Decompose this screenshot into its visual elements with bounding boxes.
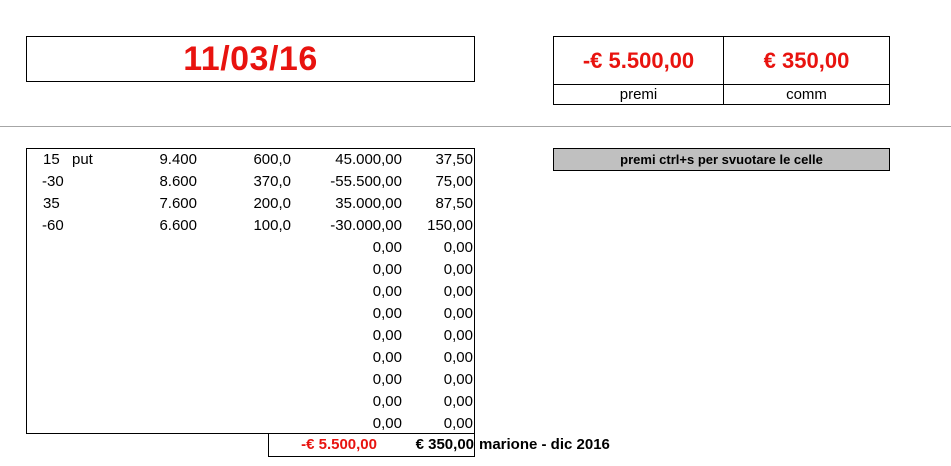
date-value: 11/03/16 [183, 39, 318, 78]
option-type-cell[interactable] [72, 369, 112, 391]
positions-table [26, 148, 475, 434]
premi-total-value: -€ 5.500,00 [582, 47, 695, 73]
strike-cell[interactable]: 8.600 [159, 173, 197, 190]
price-cell[interactable] [177, 391, 291, 413]
author-credit: marione - dic 2016 [479, 436, 610, 453]
commission-cell[interactable]: 0,00 [443, 283, 473, 300]
comm-total-cell[interactable] [723, 37, 889, 84]
price-cell[interactable] [177, 347, 291, 369]
commission-cell[interactable]: 0,00 [443, 261, 473, 278]
quantity-cell[interactable]: -60 [42, 217, 64, 234]
commission-cell[interactable]: 87,50 [435, 195, 473, 212]
commission-cell[interactable]: 0,00 [443, 239, 473, 256]
premium-cell[interactable]: 0,00 [372, 305, 402, 322]
price-cell[interactable] [177, 325, 291, 347]
premium-cell[interactable]: 0,00 [372, 393, 402, 410]
price-cell[interactable] [177, 281, 291, 303]
commission-cell[interactable]: 0,00 [443, 349, 473, 366]
premium-cell[interactable]: 35.000,00 [335, 195, 402, 212]
quantity-cell[interactable] [43, 281, 63, 303]
quantity-cell[interactable]: -30 [42, 173, 64, 190]
totals-row [268, 434, 475, 457]
premium-cell[interactable]: 0,00 [372, 349, 402, 366]
table-row [27, 215, 474, 237]
option-type-cell[interactable] [72, 215, 112, 237]
premium-cell[interactable]: 0,00 [372, 283, 402, 300]
table-row [27, 391, 474, 413]
option-type-cell[interactable] [72, 303, 112, 325]
separator-line [0, 126, 951, 127]
quantity-cell[interactable] [43, 347, 63, 369]
option-type-cell[interactable] [72, 391, 112, 413]
quantity-cell[interactable] [43, 303, 63, 325]
price-cell[interactable]: 200,0 [253, 195, 291, 212]
table-row [27, 325, 474, 347]
totals-comm[interactable]: € 350,00 [415, 436, 474, 453]
summary-box [553, 36, 890, 105]
commission-cell[interactable]: 75,00 [435, 173, 473, 190]
option-type-cell[interactable] [72, 171, 112, 193]
date-cell[interactable] [26, 36, 475, 82]
table-row [27, 149, 474, 171]
price-cell[interactable] [177, 237, 291, 259]
table-row [27, 303, 474, 325]
price-cell[interactable] [177, 303, 291, 325]
option-type-cell[interactable] [72, 259, 112, 281]
premi-label: premi [619, 86, 658, 103]
quantity-cell[interactable]: 15 [43, 151, 60, 168]
table-row [27, 171, 474, 193]
premium-cell[interactable]: 0,00 [372, 261, 402, 278]
premium-cell[interactable]: 45.000,00 [335, 151, 402, 168]
quantity-cell[interactable] [43, 413, 63, 435]
premium-cell[interactable]: 0,00 [372, 327, 402, 344]
premi-total-cell[interactable] [554, 37, 723, 84]
comm-total-value: € 350,00 [763, 47, 850, 73]
option-type-cell[interactable] [72, 237, 112, 259]
comm-label: comm [786, 86, 827, 103]
quantity-cell[interactable] [43, 369, 63, 391]
commission-cell[interactable]: 0,00 [443, 305, 473, 322]
strike-cell[interactable]: 7.600 [159, 195, 197, 212]
table-row [27, 237, 474, 259]
price-cell[interactable] [177, 413, 291, 435]
premium-cell[interactable]: -55.500,00 [330, 173, 402, 190]
quantity-cell[interactable] [43, 391, 63, 413]
quantity-cell[interactable] [43, 325, 63, 347]
option-type-cell[interactable] [72, 193, 112, 215]
table-row [27, 281, 474, 303]
table-row [27, 347, 474, 369]
commission-cell[interactable]: 150,00 [427, 217, 473, 234]
option-type-cell[interactable]: put [72, 151, 93, 168]
premium-cell[interactable]: 0,00 [372, 371, 402, 388]
comm-label-cell[interactable] [723, 84, 889, 104]
table-row [27, 259, 474, 281]
commission-cell[interactable]: 0,00 [443, 393, 473, 410]
option-type-cell[interactable] [72, 325, 112, 347]
option-type-cell[interactable] [72, 347, 112, 369]
table-row [27, 369, 474, 391]
quantity-cell[interactable]: 35 [43, 195, 60, 212]
price-cell[interactable] [177, 259, 291, 281]
premium-cell[interactable]: 0,00 [372, 415, 402, 432]
strike-cell[interactable]: 6.600 [159, 217, 197, 234]
premi-label-cell[interactable] [554, 84, 723, 104]
commission-cell[interactable]: 0,00 [443, 371, 473, 388]
quantity-cell[interactable] [43, 259, 63, 281]
price-cell[interactable] [177, 369, 291, 391]
table-row [27, 193, 474, 215]
table-row [27, 413, 474, 435]
quantity-cell[interactable] [43, 237, 63, 259]
clear-cells-button[interactable]: premi ctrl+s per svuotare le celle [553, 148, 890, 171]
price-cell[interactable]: 370,0 [253, 173, 291, 190]
commission-cell[interactable]: 37,50 [435, 151, 473, 168]
totals-premi[interactable]: -€ 5.500,00 [301, 436, 377, 453]
price-cell[interactable]: 100,0 [253, 217, 291, 234]
commission-cell[interactable]: 0,00 [443, 327, 473, 344]
commission-cell[interactable]: 0,00 [443, 415, 473, 432]
premium-cell[interactable]: 0,00 [372, 239, 402, 256]
strike-cell[interactable]: 9.400 [159, 151, 197, 168]
option-type-cell[interactable] [72, 413, 112, 435]
premium-cell[interactable]: -30.000,00 [330, 217, 402, 234]
option-type-cell[interactable] [72, 281, 112, 303]
price-cell[interactable]: 600,0 [253, 151, 291, 168]
